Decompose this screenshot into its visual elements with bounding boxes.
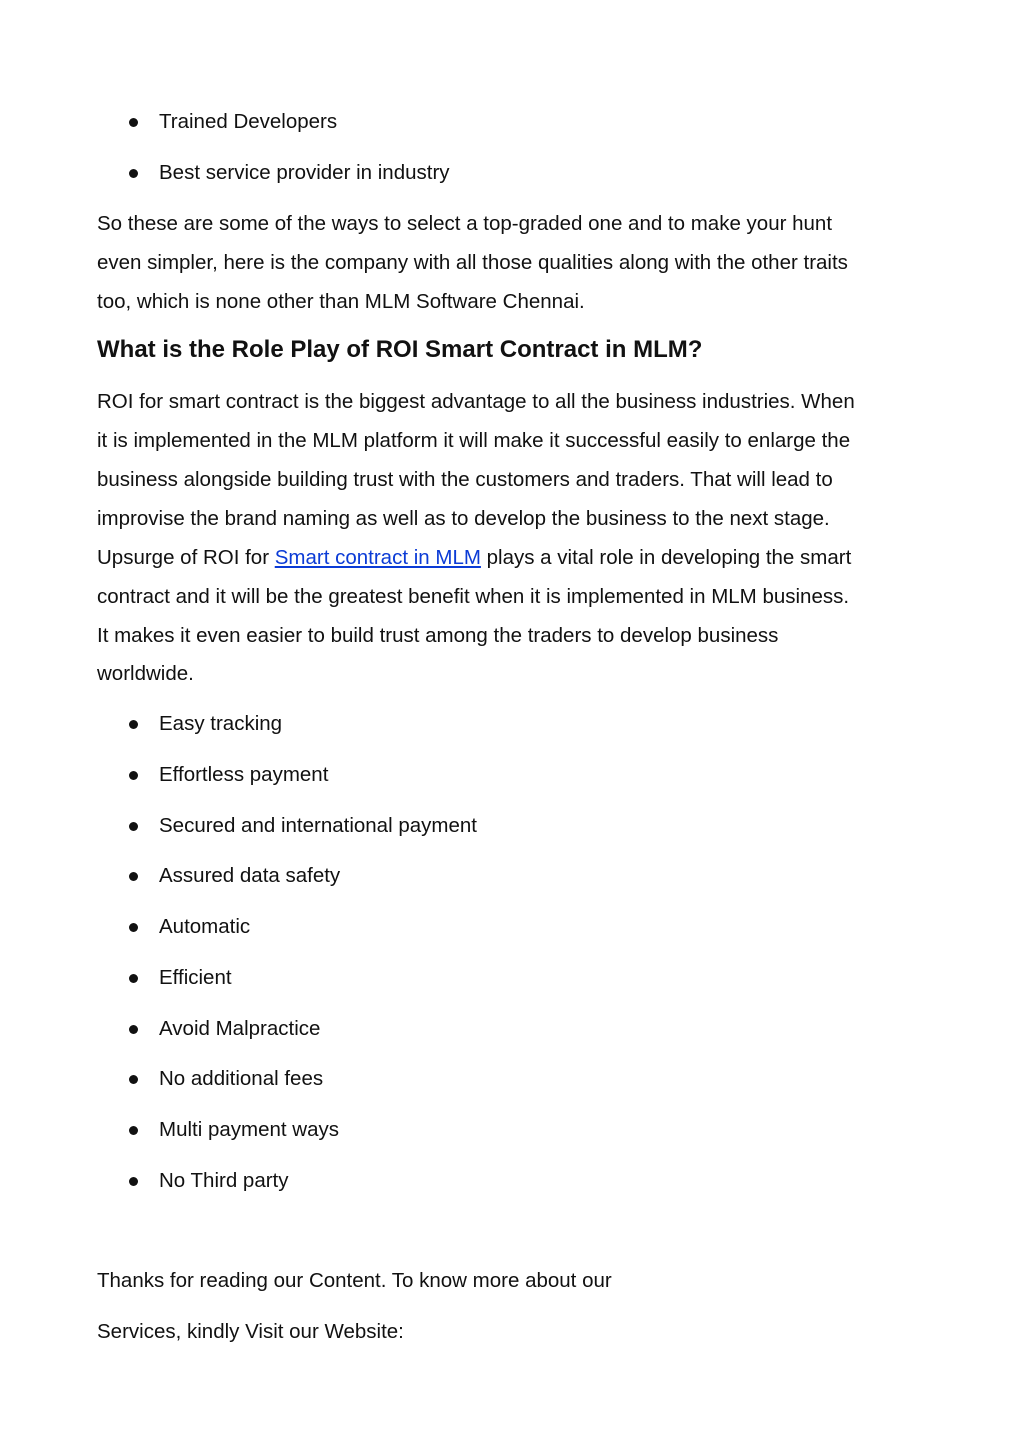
- paragraph-line: business alongside building trust with the customers and traders. That will lead to: [97, 468, 833, 491]
- paragraph-line: ROI for smart contract is the biggest advantage to all the business industries. When: [97, 390, 855, 413]
- bullet-icon: [129, 974, 138, 983]
- paragraph-line: improvise the brand naming as well as to develop the business to the next stage.: [97, 507, 830, 530]
- list-item-text: Assured data safety: [159, 864, 341, 887]
- bullet-icon: [129, 1126, 138, 1135]
- paragraph-text: Upsurge of ROI for: [97, 546, 275, 569]
- paragraph-line: [97, 545, 851, 571]
- paragraph-line: Thanks for reading our Content. To know more about our: [97, 1269, 612, 1292]
- paragraph-line: contract and it will be the greatest benefit when it is implemented in MLM business.: [97, 585, 850, 608]
- list-item-text: Trained Developers: [159, 110, 338, 133]
- bullet-icon: [129, 1075, 138, 1084]
- list-item-text: Avoid Malpractice: [159, 1017, 321, 1040]
- bullet-icon: [129, 822, 138, 831]
- bullet-icon: [129, 169, 138, 178]
- paragraph-line: even simpler, here is the company with all those qualities along with the other traits: [97, 251, 848, 274]
- list-item-text: Efficient: [159, 966, 232, 989]
- list-item-text: Automatic: [159, 915, 251, 938]
- paragraph-line: too, which is none other than MLM Software Chennai.: [97, 290, 585, 313]
- bullet-icon: [129, 872, 138, 881]
- paragraph-line: Services, kindly Visit our Website:: [97, 1320, 404, 1343]
- paragraph-text: plays a vital role in developing the smart: [480, 546, 852, 569]
- list-item-text: No Third party: [159, 1169, 289, 1192]
- paragraph-line: it is implemented in the MLM platform it will make it successful easily to enlarge the: [97, 429, 851, 452]
- bullet-icon: [129, 118, 138, 127]
- bullet-icon: [129, 1025, 138, 1034]
- smart-contract-link[interactable]: Smart contract in MLM: [274, 546, 481, 569]
- bullet-icon: [129, 1177, 138, 1186]
- bullet-icon: [129, 771, 138, 780]
- list-item-text: Easy tracking: [159, 712, 283, 735]
- list-item-text: No additional fees: [159, 1067, 324, 1090]
- list-item-text: Effortless payment: [159, 763, 329, 786]
- list-item-text: Secured and international payment: [159, 814, 477, 837]
- paragraph-line: worldwide.: [97, 662, 194, 685]
- bullet-icon: [129, 923, 138, 932]
- bullet-icon: [129, 720, 138, 729]
- paragraph-line: So these are some of the ways to select a top-graded one and to make your hunt: [97, 212, 833, 235]
- list-item-text: Best service provider in industry: [159, 161, 450, 184]
- paragraph-line: It makes it even easier to build trust among the traders to develop business: [97, 624, 779, 647]
- section-heading: What is the Role Play of ROI Smart Contract in MLM?: [97, 336, 703, 363]
- list-item-text: Multi payment ways: [159, 1118, 340, 1141]
